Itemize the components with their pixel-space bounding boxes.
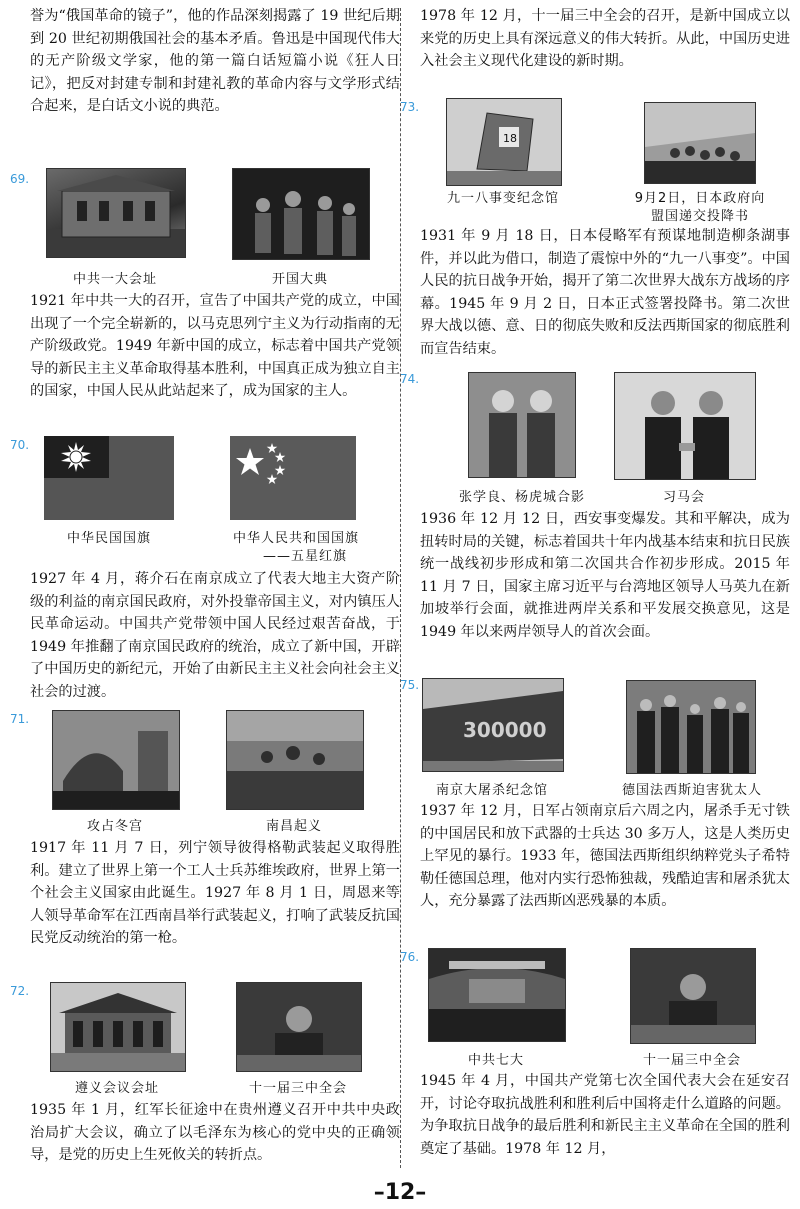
caption-winter-palace: 攻占冬宫 (86, 819, 143, 834)
caption-zunyi-site: 遵义会议会址 (74, 1081, 159, 1096)
caption-founding-ceremony: 开国大典 (271, 272, 328, 287)
question-72-number: 72. (10, 984, 30, 998)
caption-persecution-of-jews: 德国法西斯迫害犹太人 (621, 783, 762, 798)
nanchang-uprising-painting (226, 710, 364, 810)
q72-paragraph: 1935 年 1 月，红军长征途中在贵州遵义召开中共中央政治局扩大会议，确立了以毛泽东为核心的党中央的正确领导，是党的历史上生死攸关的转折点。 (30, 1102, 400, 1164)
sept-18-memorial-photo (446, 98, 562, 186)
caption-seventh-congress: 中共七大 (467, 1053, 524, 1068)
caption-third-plenum-left: 十一届三中全会 (248, 1081, 347, 1096)
zhang-yang-photo (468, 372, 576, 478)
question-70-number: 70. (10, 438, 30, 452)
caption-cpc-first-congress: 中共一大会址 (72, 272, 157, 287)
right-intro-paragraph: 1978 年 12 月，十一届三中全会的召开，是新中国成立以来党的历史上具有深远意义的伟大转折。从此，中国历史进入社会主义现代化建设的新时期。 (420, 8, 790, 70)
q70-paragraph: 1927 年 4 月，蒋介石在南京成立了代表大地主大资产阶级的利益的南京国民政府，对外投靠帝国主义，对内镇压人民革命运动。中国共产党带领中国人民经过艰苦奋战，于 1949 年推翻了南京国民政府的统治，成立了新中国，开辟了中国历史的新纪元，开始了由新民主主义社会向社会主义社会的过渡。 (30, 571, 400, 700)
founding-ceremony-photo (232, 168, 370, 260)
caption-surrender-line1: 9月2日，日本政府向 (634, 191, 766, 206)
caption-nanjing-memorial: 南京大屠杀纪念馆 (435, 783, 548, 798)
page-number: –12– (373, 1180, 427, 1205)
question-71-number: 71. (10, 712, 30, 726)
white-sun-icon (60, 441, 92, 473)
q76-paragraph: 1945 年 4 月，中国共产党第七次全国代表大会在延安召开，讨论夺取抗战胜利和胜利后中国将走什么道路的问题。为争取抗日战争的最后胜利和新民主主义革命在全国的胜利奠定了基础。1978 年 12 月， (420, 1073, 790, 1157)
caption-nanchang-uprising: 南昌起义 (265, 819, 322, 834)
question-75-number: 75. (400, 678, 420, 692)
q69-paragraph: 1921 年中共一大的召开，宣告了中国共产党的成立，中国出现了一个完全崭新的，以马克思列宁主义为行动指南的无产阶级政党。1949 年新中国的成立，标志着中国共产党领导的新民主主义革命取得基本胜利，中国真正成为独立自主的国家，中国人民从此站起来了，成为国家的主人。 (30, 293, 400, 400)
caption-sept-18-memorial: 九一八事变纪念馆 (446, 191, 559, 206)
roc-flag (44, 436, 174, 520)
wall-number-300000: 300000 (463, 718, 547, 742)
q73-paragraph: 1931 年 9 月 18 日，日本侵略军有预谋地制造柳条湖事件，并以此为借口，制造了震惊中外的“九一八事变”。中国人民的抗日战争开始，揭开了第二次世界大战东方战场的序幕。1945 年 9 月 2 日，日本正式签署投降书。第二次世界大战以德、意、日的彻底失败和反法西斯国家的彻底胜利而宣告结束。 (420, 228, 790, 357)
q71-paragraph: 1917 年 11 月 7 日，列宁领导彼得格勒武装起义取得胜利。建立了世界上第一个工人士兵苏维埃政府，世界上第一个社会主义国家由此诞生。1927 年 8 月 1 日，周恩来等人领导革命军在江西南昌举行武装起义，打响了武装反抗国民党反动统治的第一枪。 (30, 840, 400, 947)
left-intro-paragraph: 誉为“俄国革命的镜子”，他的作品深刻揭露了 19 世纪后期到 20 世纪初期俄国社会的基本矛盾。鲁迅是中国现代伟大的无产阶级文学家，他的第一篇白话短篇小说《狂人日记》，把反对封建专制和封建礼教的革命内容与文学形式结合起来，是白话文小说的典范。 (30, 8, 400, 115)
caption-surrender-line2: 盟国递交投降书 (650, 209, 749, 224)
caption-zhang-yang: 张学良、杨虎城合影 (458, 490, 585, 505)
prc-flag (230, 436, 356, 520)
persecution-of-jews-photo (626, 680, 756, 774)
monument-number-18: 18 (503, 132, 517, 145)
q74-paragraph: 1936 年 12 月 12 日，西安事变爆发。其和平解决，成为扭转时局的关键，标志着国共十年内战基本结束和抗日民族统一战线初步形成和第二次国共合作初步形成。2015 年 11 月 7 日，国家主席习近平与台湾地区领导人马英九在新加坡举行会面，就推进两岸关系和平发展交换意见，这是 1949 年以来两岸领导人的首次会面。 (420, 511, 790, 640)
question-74-number: 74. (400, 372, 420, 386)
caption-third-plenum-right: 十一届三中全会 (642, 1053, 741, 1068)
third-plenum-photo-right (630, 948, 756, 1044)
cpc-first-congress-site-photo (46, 168, 186, 258)
caption-roc-flag: 中华民国国旗 (66, 531, 151, 546)
third-plenum-photo (236, 982, 362, 1072)
caption-xi-ma-meeting: 习马会 (662, 490, 705, 505)
storming-winter-palace-painting (52, 710, 180, 810)
seventh-congress-photo (428, 948, 566, 1042)
column-divider (400, 8, 401, 1168)
xi-ma-meeting-photo (614, 372, 756, 480)
caption-prc-flag: 中华人民共和国国旗 (232, 531, 359, 546)
japan-surrender-photo (644, 102, 756, 184)
question-73-number: 73. (400, 100, 420, 114)
question-69-number: 69. (10, 172, 30, 186)
zunyi-conference-site-photo (50, 982, 186, 1072)
nanjing-massacre-memorial-photo (422, 678, 564, 772)
q75-paragraph: 1937 年 12 月，日军占领南京后六周之内，屠杀手无寸铁的中国居民和放下武器的士兵达 30 多万人，这是人类历史上罕见的暴行。1933 年，德国法西斯组织纳粹党头子希特勒任德国总理，他对内实行恐怖独裁，残酷迫害和屠杀犹太人，充分暴露了法西斯凶恶残暴的本质。 (420, 803, 790, 910)
question-76-number: 76. (400, 950, 420, 964)
caption-five-star-red-flag: ——五星红旗 (262, 549, 347, 564)
